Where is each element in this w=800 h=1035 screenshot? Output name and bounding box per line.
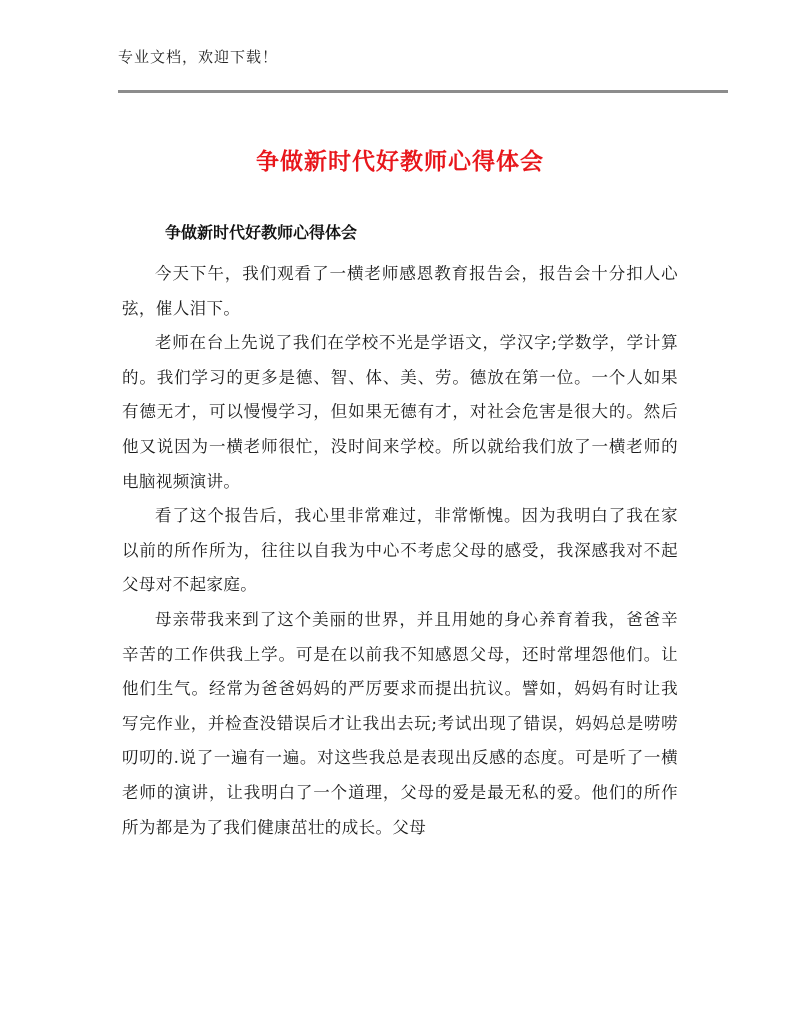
paragraph: 看了这个报告后，我心里非常难过，非常惭愧。因为我明白了我在家以前的所作所为，往往以自我为中心不考虑父母的感受，我深感我对不起父母对不起家庭。 [122, 506, 678, 595]
paragraph: 今天下午，我们观看了一横老师感恩教育报告会，报告会十分扣人心弦，催人泪下。 [122, 264, 678, 318]
header-divider [118, 90, 728, 93]
paragraph: 老师在台上先说了我们在学校不光是学语文，学汉字;学数学，学计算的。我们学习的更多是德、智、体、美、劳。德放在第一位。一个人如果有德无才，可以慢慢学习，但如果无德有才，对社会危害是很大的。然后他又说因为一横老师很忙，没时间来学校。所以就给我们放了一横老师的电脑视频演讲。 [122, 333, 678, 491]
document-subtitle: 争做新时代好教师心得体会 [165, 223, 358, 242]
document-title: 争做新时代好教师心得体会 [256, 149, 544, 175]
paragraph: 母亲带我来到了这个美丽的世界，并且用她的身心养育着我，爸爸辛辛苦的工作供我上学。可是在以前我不知感恩父母，还时常埋怨他们。让他们生气。经常为爸爸妈妈的严厉要求而提出抗议。譬如，妈妈有时让我写完作业，并检查没错误后才让我出去玩;考试出现了错误，妈妈总是唠唠叨叨的.说了一遍有一遍。对这些我总是表现出反感的态度。可是听了一横老师的演讲，让我明白了一个道理，父母的爱是最无私的爱。他们的所作所为都是为了我们健康茁壮的成长。父母 [122, 609, 678, 837]
page-header: 专业文档，欢迎下载！ [118, 48, 279, 66]
document-body [122, 257, 678, 845]
